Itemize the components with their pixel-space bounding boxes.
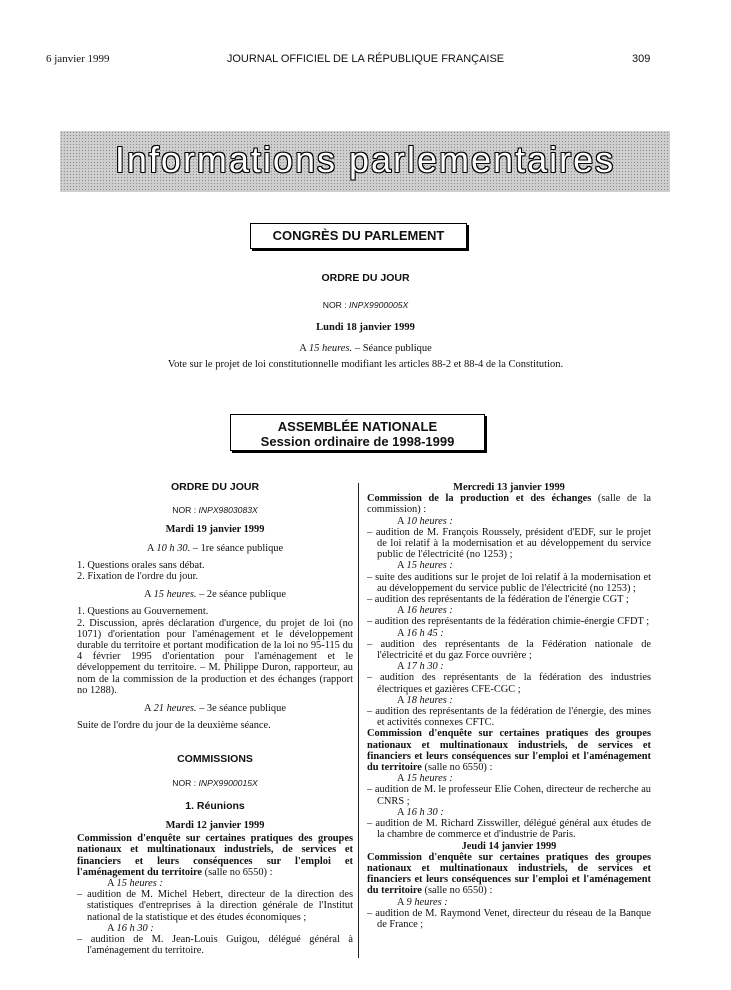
right-day-2: Jeudi 14 janvier 1999 (461, 840, 557, 852)
reunions-heading: 1. Réunions (185, 799, 245, 812)
left-s1-item-2: 2. Fixation de l'ordre du jour. (77, 571, 199, 583)
agenda-audition: – audition de M. Richard Zisswiller, délégué général aux études de la chambre de commerce et d'industrie de Paris. (367, 818, 651, 841)
agenda-time: A 10 heures : (397, 515, 453, 527)
left-commission-title: Commission d'enquête sur certaines pratiques des groupes nationaux et multinationaux industriels, de services et financiers et leurs conséquences sur l'emploi et l'aménagement du territoire (salle no 6550) : (77, 833, 353, 878)
agenda-time: A 16 heures : (397, 605, 453, 617)
header-page-number: 309 (632, 53, 651, 65)
congres-nor-code: INPX9900005X (349, 300, 409, 310)
left-time-1: A 15 heures : (107, 878, 163, 890)
left-audition-1: – audition de M. Michel Hebert, directeur de la direction des statistiques d'entreprises à la direction générale de l'Institut national de la statistique et des études économiques ; (77, 889, 353, 923)
left-ordre-du-jour: ORDRE DU JOUR (170, 481, 260, 493)
column-divider (358, 483, 359, 958)
right-c1-title: Commission de la production et des échanges (salle de la commission) : (367, 493, 651, 516)
left-seance-2: A 15 heures. – 2e séance publique (144, 589, 286, 601)
agenda-time: A 17 h 30 : (397, 661, 444, 673)
left-seance-1: A 10 h 30. – 1re séance publique (146, 542, 284, 554)
left-audition-2: – audition de M. Jean-Louis Guigou, délégué général à l'aménagement du territoire. (77, 934, 353, 957)
agenda-time: A 15 heures : (397, 773, 453, 785)
left-day: Mardi 19 janvier 1999 (165, 524, 265, 536)
assemblee-title: ASSEMBLÉE NATIONALE (277, 419, 438, 434)
right-c3-items (367, 897, 651, 931)
left-s1-item-1: 1. Questions orales sans débat. (77, 559, 205, 571)
agenda-audition: – audition de M. le professeur Elie Cohen, directeur de recherche au CNRS ; (367, 784, 651, 807)
section-banner (60, 131, 670, 192)
left-day-2: Mardi 12 janvier 1999 (165, 820, 265, 832)
congres-text: Vote sur le projet de loi constitutionnelle modifiant les articles 88-2 et 88-4 de la Constitution. (167, 359, 564, 370)
right-c3-title: Commission d'enquête sur certaines pratiques des groupes nationaux et multinationaux industriels, de services et financiers et leurs conséquences sur l'emploi et l'aménagement du territoire (salle no 6550) : (367, 851, 651, 897)
left-column (77, 482, 353, 957)
congres-seance: A 15 heures. – Séance publique (299, 343, 432, 354)
left-s2-item-2: 2. Discussion, après déclaration d'urgence, du projet de loi (no 1071) d'orientation pour l'aménagement et le développement durable du territoire et portant modification de la loi no 95-115 du 4 février 1995 d'orientation pour l'aménagement et le développement du territoire. – M. Philippe Duron, rapporteur, au nom de la commission de la production et des échanges (rapport no 1288). (77, 617, 353, 696)
agenda-time: A 16 h 30 : (397, 806, 444, 818)
agenda-time: A 15 heures : (397, 560, 453, 572)
agenda-audition: – audition des représentants de la fédération de l'énergie, des mines et activités connexes CFTC. (367, 706, 651, 729)
agenda-audition: – audition des représentants de la fédération de l'énergie CGT ; (367, 594, 629, 606)
commissions-nor: NOR : INPX9900015X (172, 777, 258, 788)
congres-day: Lundi 18 janvier 1999 (316, 322, 415, 333)
left-seance-3: A 21 heures. – 3e séance publique (144, 703, 286, 715)
congres-title: CONGRÈS DU PARLEMENT (272, 228, 445, 243)
right-c2-items (367, 773, 651, 840)
congres-ordre-du-jour: ORDRE DU JOUR (321, 272, 410, 284)
agenda-time: A 9 heures : (397, 896, 448, 908)
commissions-heading: COMMISSIONS (177, 753, 253, 766)
left-nor: NOR : INPX9803083X (172, 505, 258, 516)
left-time-2: A 16 h 30 : (107, 922, 154, 934)
right-c1-items (367, 516, 651, 729)
right-day: Mercredi 13 janvier 1999 (453, 482, 565, 493)
header-journal-title: JOURNAL OFFICIEL DE LA RÉPUBLIQUE FRANÇAISE (226, 53, 505, 65)
agenda-time: A 16 h 45 : (397, 627, 444, 639)
left-s3-text: Suite de l'ordre du jour de la deuxième séance. (77, 720, 271, 732)
agenda-audition: – audition de M. Raymond Venet, directeur du réseau de la Banque de France ; (367, 907, 651, 930)
agenda-audition: – audition de M. François Roussely, président d'EDF, sur le projet de loi relatif à la modernisation et au développement du service public de l'électricité (no 1253) ; (367, 526, 651, 561)
right-c2-title: Commission d'enquête sur certaines pratiques des groupes nationaux et multinationaux industriels, de services et financiers et leurs conséquences sur l'emploi et l'aménagement du territoire (salle no 6550) : (367, 728, 651, 774)
left-s2-item-1: 1. Questions au Gouvernement. (77, 606, 209, 618)
agenda-audition: – audition des représentants de la Fédération nationale de l'électricité et du gaz Force ouvrière ; (367, 638, 651, 662)
congres-nor: NOR : INPX9900005X (322, 300, 409, 310)
assemblee-session: Session ordinaire de 1998-1999 (260, 434, 455, 449)
banner-title: Informations parlementaires (114, 139, 616, 180)
congres-box (250, 223, 467, 249)
agenda-audition: – suite des auditions sur le projet de loi relatif à la modernisation et au développement du service public de l'électricité (no 1253) ; (367, 571, 651, 594)
assemblee-box (230, 414, 485, 451)
header-date: 6 janvier 1999 (46, 53, 110, 65)
agenda-time: A 18 heures : (397, 694, 453, 706)
agenda-audition: – audition des représentants de la fédération des industries électriques et gazières CFE-CGC ; (367, 672, 651, 695)
right-column (367, 482, 651, 930)
agenda-audition: – audition des représentants de la fédération chimie-énergie CFDT ; (367, 616, 650, 628)
